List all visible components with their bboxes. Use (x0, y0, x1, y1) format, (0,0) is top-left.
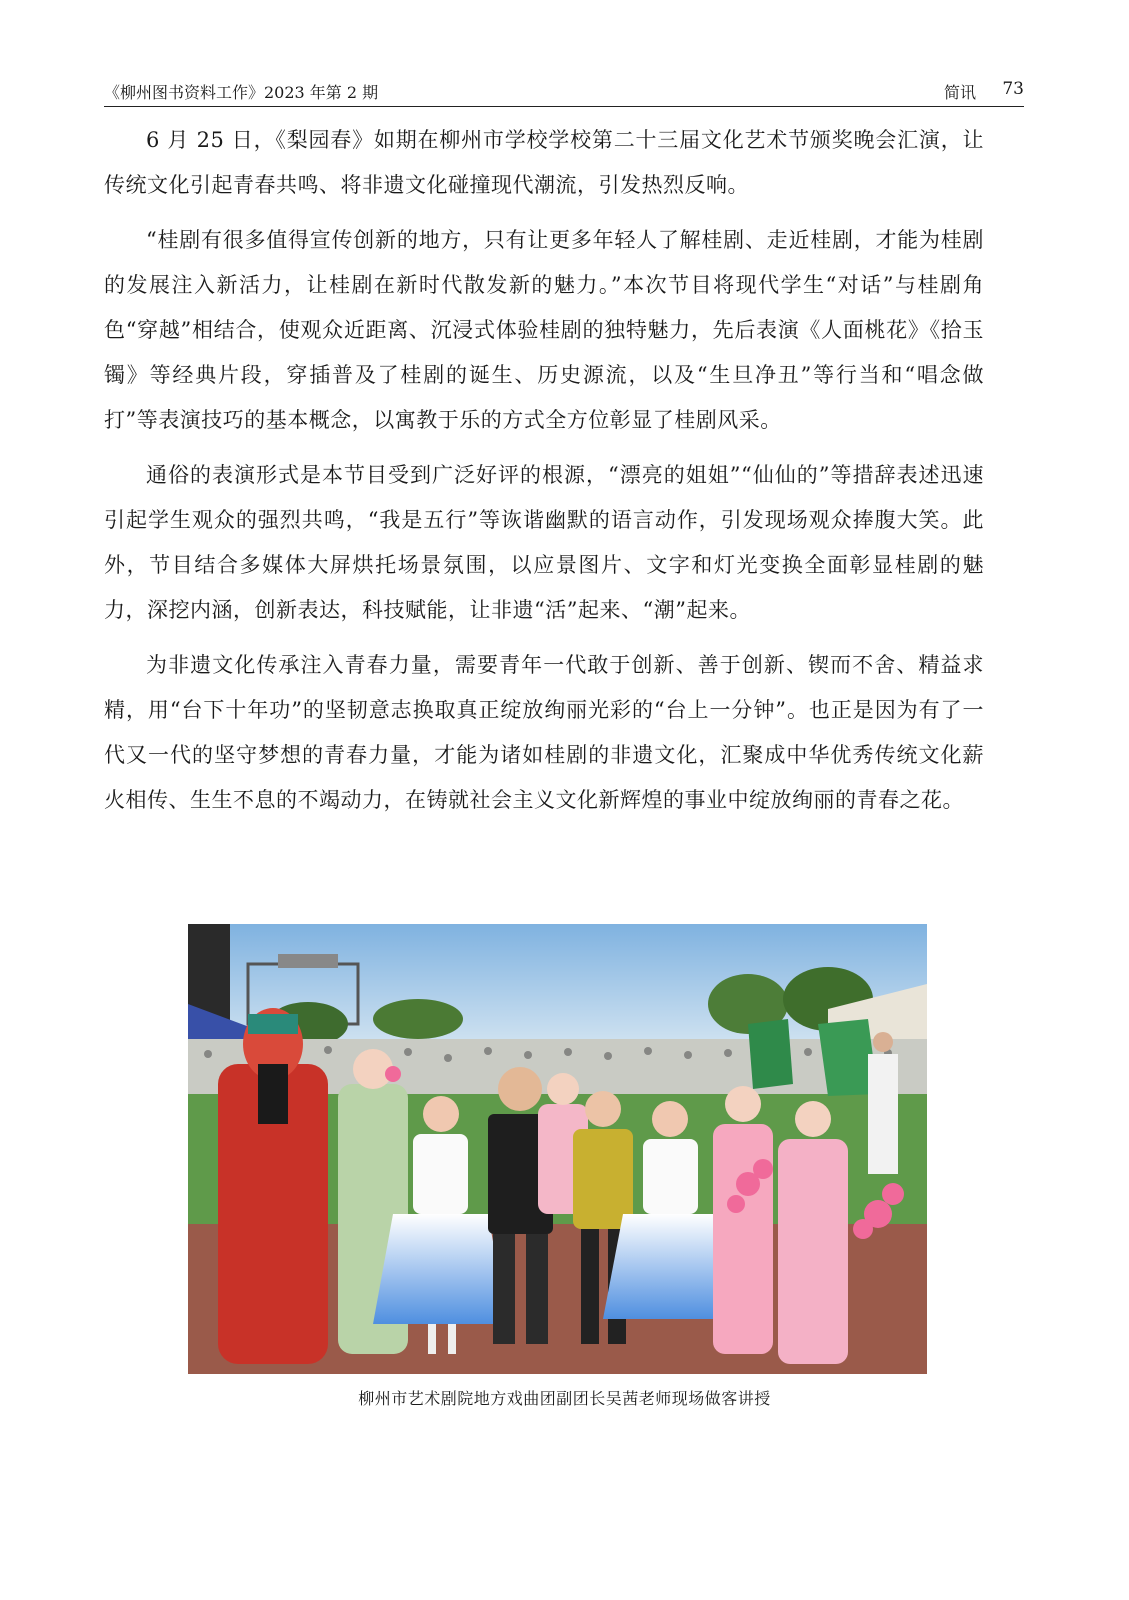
paragraph-1: 6 月 25 日，《梨园春》如期在柳州市学校学校第二十三届文化艺术节颁奖晚会汇演，让传统文化引起青春共鸣、将非遗文化碰撞现代潮流，引发热烈反响。 (104, 128, 984, 197)
article-body (104, 118, 984, 833)
event-photo (188, 924, 927, 1374)
figure-caption: 柳州市艺术剧院地方戏曲团副团长吴茜老师现场做客讲授 (358, 1389, 771, 1408)
page-number: 73 (1002, 79, 1024, 99)
photo-illustration (188, 924, 927, 1374)
section-label: 简讯 (943, 83, 976, 102)
paragraph-2: “桂剧有很多值得宣传创新的地方，只有让更多年轻人了解桂剧、走近桂剧，才能为桂剧的发展注入新活力，让桂剧在新时代散发新的魅力。”本次节目将现代学生“对话”与桂剧角色“穿越”相结合，使观众近距离、沉浸式体验桂剧的独特魅力，先后表演《人面桃花》《拾玉镯》等经典片段，穿插普及了桂剧的诞生、历史源流，以及“生旦净丑”等行当和“唱念做打”等表演技巧的基本概念，以寓教于乐的方式全方位彰显了桂剧风采。 (104, 228, 984, 432)
journal-title: 《柳州图书资料工作》2023 年第 2 期 (104, 83, 379, 102)
paragraph-4: 为非遗文化传承注入青春力量，需要青年一代敢于创新、善于创新、锲而不舍、精益求精，用“台下十年功”的坚韧意志换取真正绽放绚丽光彩的“台上一分钟”。也正是因为有了一代又一代的坚守梦想的青春力量，才能为诸如桂剧的非遗文化，汇聚成中华优秀传统文化薪火相传、生生不息的不竭动力，在铸就社会主义文化新辉煌的事业中绽放绚丽的青春之花。 (104, 653, 984, 812)
running-header (104, 76, 1024, 107)
paragraph-3: 通俗的表演形式是本节目受到广泛好评的根源，“漂亮的姐姐”“仙仙的”等措辞表述迅速引起学生观众的强烈共鸣，“我是五行”等诙谐幽默的语言动作，引发现场观众捧腹大笑。此外，节目结合多媒体大屏烘托场景氛围，以应景图片、文字和灯光变换全面彰显桂剧的魅力，深挖内涵，创新表达，科技赋能，让非遗“活”起来、“潮”起来。 (104, 463, 984, 622)
